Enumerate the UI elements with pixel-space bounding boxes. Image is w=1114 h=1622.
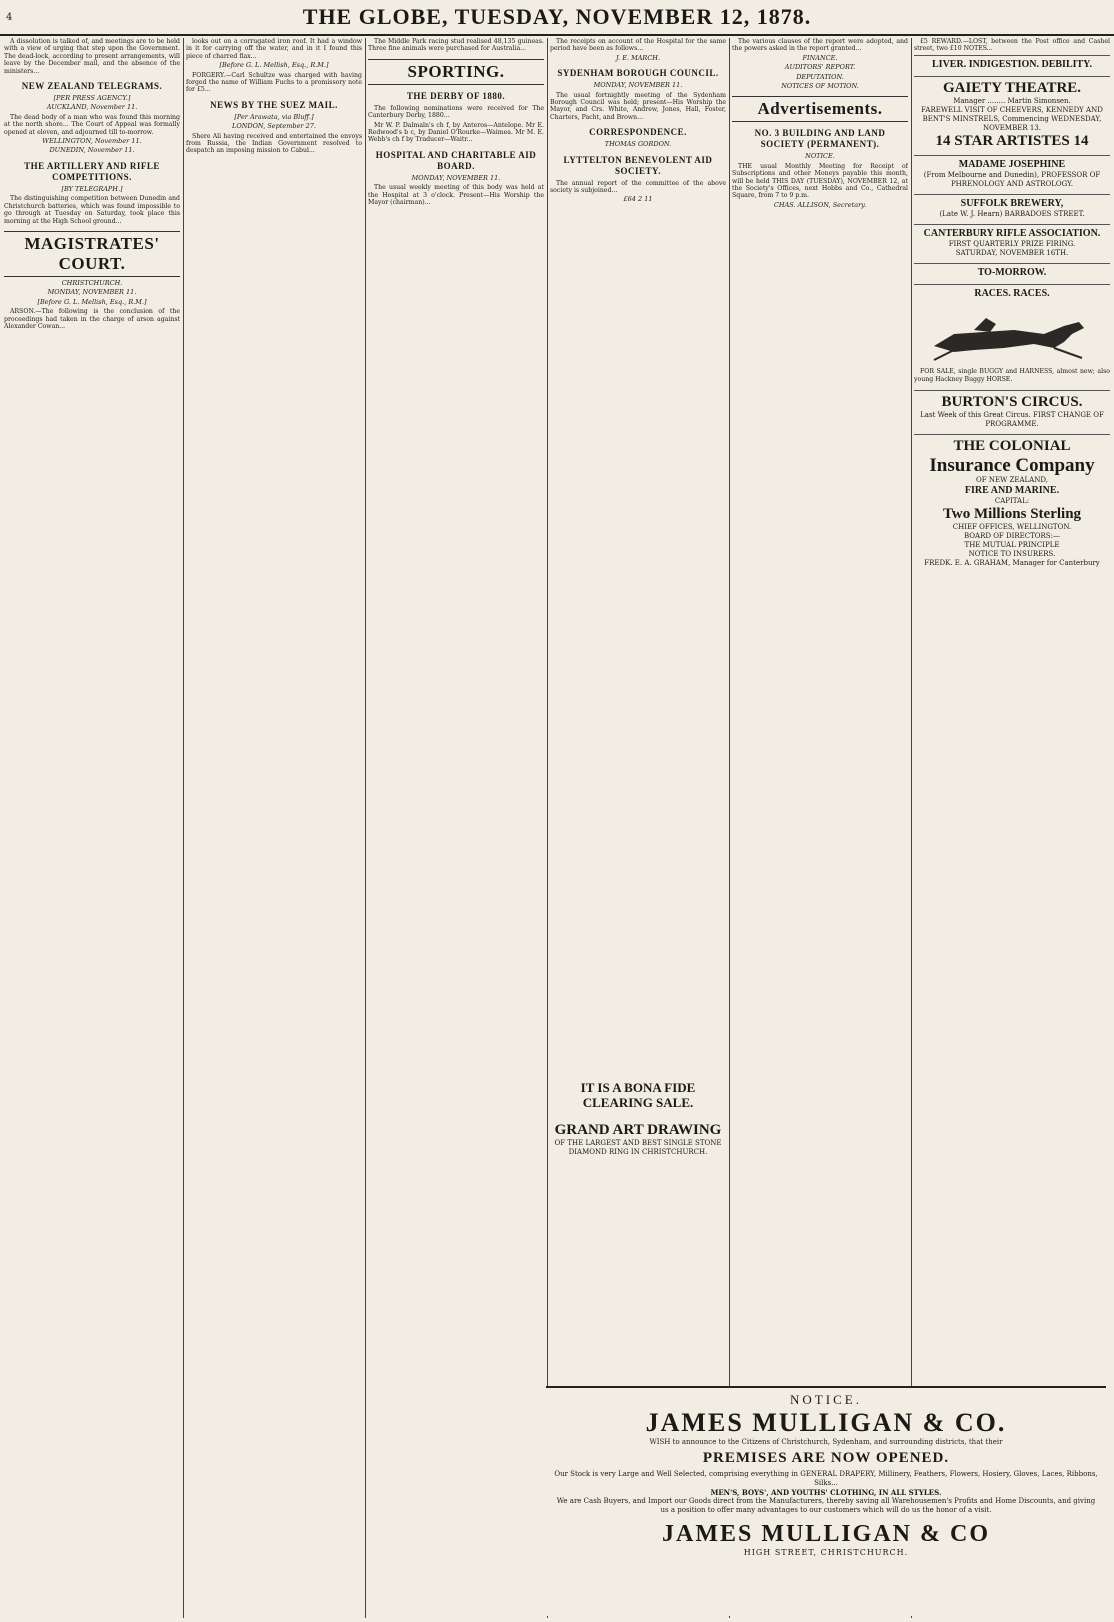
ad-liver [914,55,1110,74]
column-6 [914,38,1110,1378]
article-text: The distinguishing competition between Dunedin and Christchurch batteries, which was found impossible to go through at Tuesday on Saturday, took place this morning at the High School ground... [4,195,180,225]
ad-text: FIRE AND MARINE. [964,485,1060,497]
ad-notice-label: NOTICE. [790,1392,862,1407]
dateline: MONDAY, NOVEMBER 11. [411,173,501,182]
ad-manager: Manager ........ Martin Simonsen. [953,96,1071,105]
column-5 [732,38,908,1378]
ad-colonial-insurance [914,434,1110,571]
ad-title: Insurance Company [929,455,1095,477]
section-heading: SPORTING. [368,59,544,85]
signature: CHAS. ALLISON, Secretary. [773,200,867,209]
article-text: The Middle Park racing stud realised 48,135 guineas. Three fine animals were purchased for Australia... [368,38,544,53]
ad-text: FIRST QUARTERLY PRIZE FIRING. [948,239,1076,248]
dateline: LONDON, September 27. [232,122,316,131]
article-text: ARSON.—The following is the conclusion of the proceedings had taken in the charge of arson against Alexander Cowan... [4,308,180,330]
article-text: The various clauses of the report were adopted, and the powers asked in the report granted... [732,38,908,53]
ad-title: SUFFOLK BREWERY, [960,197,1064,209]
page-number: 4 [6,12,13,23]
ad-title: GRAND ART DRAWING [554,1122,722,1138]
section-heading: NEWS BY THE SUEZ MAIL. [210,99,338,110]
dateline: DUNEDIN, November 11. [49,146,135,155]
ad-firm-name: JAMES MULLIGAN & CO. [645,1408,1007,1437]
article-text: FORGERY.—Carl Schultze was charged with having forged the name of William Fuchs to a promissory note for £5... [186,71,362,94]
ad-text: THE MUTUAL PRINCIPLE [964,541,1060,550]
ad-text: FREDK. E. A. GRAHAM, Manager for Canterbury [924,559,1100,568]
ad-premises: PREMISES ARE NOW OPENED. [702,1450,950,1466]
columns [4,38,1110,1618]
article-text: The following nominations were received for The Canterbury Derby, 1880... [368,104,544,120]
ad-text: FOR SALE, single BUGGY and HARNESS, almost new; also young Hackney Buggy HORSE. [914,368,1110,383]
signature: J. E. MARCH. [615,53,661,62]
section-heading: THE DERBY OF 1880. [406,90,506,101]
dateline: MONDAY, NOVEMBER 11. [47,288,137,297]
signature: THOMAS GORDON. [604,140,672,149]
section-subheading: [PER PRESS AGENCY.] [53,94,131,103]
ad-rifle-association [914,224,1110,261]
column-2 [186,38,362,1618]
article-text: The dead body of a man who was found this morning at the north shore... The Court of Appeal was formally opened at eleven, and adjourned till to-morrow. [4,113,180,136]
ad-text: (From Melbourne and Dunedin), PROFESSOR OF PHRENOLOGY AND ASTROLOGY. [923,170,1101,188]
section-heading: SYDENHAM BOROUGH COUNCIL. [557,68,719,79]
section-subheading: FINANCE. [802,53,838,62]
ad-burtons-circus [914,390,1110,432]
balance-total: £64 2 11 [623,195,653,204]
article-text: Mr W. P. Dalmaln's ch f, by Anteros—Antelope. Mr E. Redwood's b c, by Daniel O'Rourke—Waimea. Mr M. E. Webb's ch f by Traducer—Waitr... [368,121,544,144]
section-heading: CORRESPONDENCE. [589,127,687,138]
section-heading: MAGISTRATES' COURT. [4,231,180,277]
bench: [Before G. L. Mellish, Esq., R.M.] [219,61,329,70]
section-subheading: CHRISTCHURCH. [61,278,123,287]
article-text: A dissolution is talked of, and meetings are to be held with a view of urging that step upon the Government. The dead-lock, according to present arrangements, will leave by the December mail, and the absence of the ministers... [4,38,180,75]
ad-text: CAPITAL: [994,497,1030,506]
article-text: The usual fortnightly meeting of the Sydenham Borough Council was held; present—His Worship the Mayor, and Crs. White, Andrew, Jones, Hall, Foster, Charters, Pacht, and Brown... [550,91,726,121]
ad-james-mulligan [546,1386,1106,1616]
ad-title: BURTON'S CIRCUS. [941,394,1083,411]
racehorse-illustration [914,304,1104,362]
ad-title: RACES. RACES. [974,287,1050,299]
ad-title: THE COLONIAL [953,438,1071,455]
article-text: looks out on a corrugated iron roof. It had a window in it for carrying off the water, and in it I found this piece of charred flax... [186,38,362,60]
ad-subtitle: NOTICE. [805,152,835,161]
section-subheading: [BY TELEGRAPH.] [61,184,123,193]
ad-title: MADAME JOSEPHINE [958,158,1066,170]
section-subheading: NOTICES OF MOTION. [781,82,859,91]
ad-cash-buyers: We are Cash Buyers, and Import our Goods direct from the Manufacturers, thereby saving all Warehousemen's Profits and Home Discounts, and giving us a position to offer many advantages to our customers which will do us the honor of a visit. [556,1497,1096,1514]
ad-text: BOARD OF DIRECTORS:— [964,532,1060,541]
ad-clothing: MEN'S, BOYS', AND YOUTHS' CLOTHING, IN ALL STYLES. [710,1488,942,1497]
ad-text: Last Week of this Great Circus. FIRST CHANGE OF PROGRAMME. [920,411,1104,429]
ad-text: £5 REWARD.—LOST, between the Post office and Cashel street, two £10 NOTES... [914,38,1110,53]
section-subheading: [Per Arawata, via Bluff.] [234,112,314,121]
section-subheading: AUDITORS' REPORT. [784,63,856,72]
section-heading: LYTTELTON BENEVOLENT AID SOCIETY. [563,154,713,176]
ad-text: OF THE LARGEST AND BEST SINGLE STONE DIAMOND RING IN CHRISTCHURCH. [554,1139,722,1156]
newspaper-title: THE GLOBE, TUESDAY, NOVEMBER 12, 1878. [302,4,812,29]
column-4 [550,38,726,1378]
advertisements-heading: Advertisements. [732,96,908,122]
article-text: The receipts on account of the Hospital for the same period have been as follows... [550,38,726,53]
bench: [Before G. L. Mellish, Esq., R.M.] [37,297,147,306]
ad-title: CANTERBURY RIFLE ASSOCIATION. [923,227,1101,239]
dateline: MONDAY, NOVEMBER 11. [593,81,683,90]
ad-stock: Our Stock is very Large and Well Selected, comprising everything in GENERAL DRAPERY, Millinery, Feathers, Flowers, Hosiery, Gloves, Laces, Ribbons, Silks... [554,1470,1098,1487]
section-heading: NEW ZEALAND TELEGRAMS. [21,81,163,92]
section-heading: THE ARTILLERY AND RIFLE COMPETITIONS. [24,160,160,182]
ad-text: NOTICE TO INSURERS. [968,550,1056,559]
column-3 [368,38,544,1618]
dateline: WELLINGTON, November 11. [42,137,142,146]
ad-highlight: 14 STAR ARTISTES 14 [935,132,1089,149]
ad-title: LIVER. INDIGESTION. DEBILITY. [932,58,1092,70]
ad-text: THE usual Monthly Meeting for Receipt of Subscriptions and other Moneys payable this month, will be held THIS DAY (TUESDAY), NOVEMBER 12, at the Society's Offices, next Hobbs and Co., Cathedral Square, from 7 to 9 p.m. [732,162,908,200]
ad-tomorrow [914,263,1110,282]
section-heading: HOSPITAL AND CHARITABLE AID BOARD. [375,149,537,171]
ad-title: TO-MORROW. [977,266,1047,278]
ad-title: GAIETY THEATRE. [942,79,1082,96]
masthead [0,0,1114,36]
article-text: The usual weekly meeting of this body was held at the Hospital at 3 o'clock. Present—His Worship the Mayor (chairman)... [368,184,544,207]
ad-madame-josephine [914,155,1110,192]
ad-text: (Late W. J. Hearn) BARBADOES STREET. [939,209,1085,218]
ad-suffolk-brewery [914,194,1110,222]
ad-clearing-sale [550,1080,726,1157]
ad-gaiety-theatre [914,76,1110,153]
ad-intro: WISH to announce to the Citizens of Christchurch, Sydenham, and surrounding districts, that their [649,1438,1003,1446]
ad-highlight: Two Millions Sterling [942,506,1082,523]
article-text: The annual report of the committee of the above society is subjoined... [550,179,726,195]
ad-text: OF NEW ZEALAND, [976,476,1048,485]
article-text: Shere Ali having received and entertained the envoys from Russia, the Indian Government resolved to despatch an imposing mission to Cabul... [186,132,362,155]
ad-firm-name-footer: JAMES MULLIGAN & CO [661,1521,990,1547]
dateline: AUCKLAND, November 11. [46,103,138,112]
ad-text: CHIEF OFFICES, WELLINGTON. [952,523,1072,532]
ad-title: NO. 3 BUILDING AND LAND SOCIETY (PERMANENT). [754,128,886,150]
ad-text: SATURDAY, NOVEMBER 16TH. [955,248,1069,257]
ad-title: IT IS A BONA FIDE CLEARING SALE. [580,1080,696,1110]
ad-text: FAREWELL VISIT OF CHEEVERS, KENNEDY AND BENT'S MINSTRELS, Commencing WEDNESDAY, NOVEMBER 13. [921,105,1103,132]
section-subheading: DEPUTATION. [796,72,844,81]
ad-address: HIGH STREET, CHRISTCHURCH. [743,1548,909,1557]
column-1 [4,38,180,1618]
ad-races [914,284,1110,388]
